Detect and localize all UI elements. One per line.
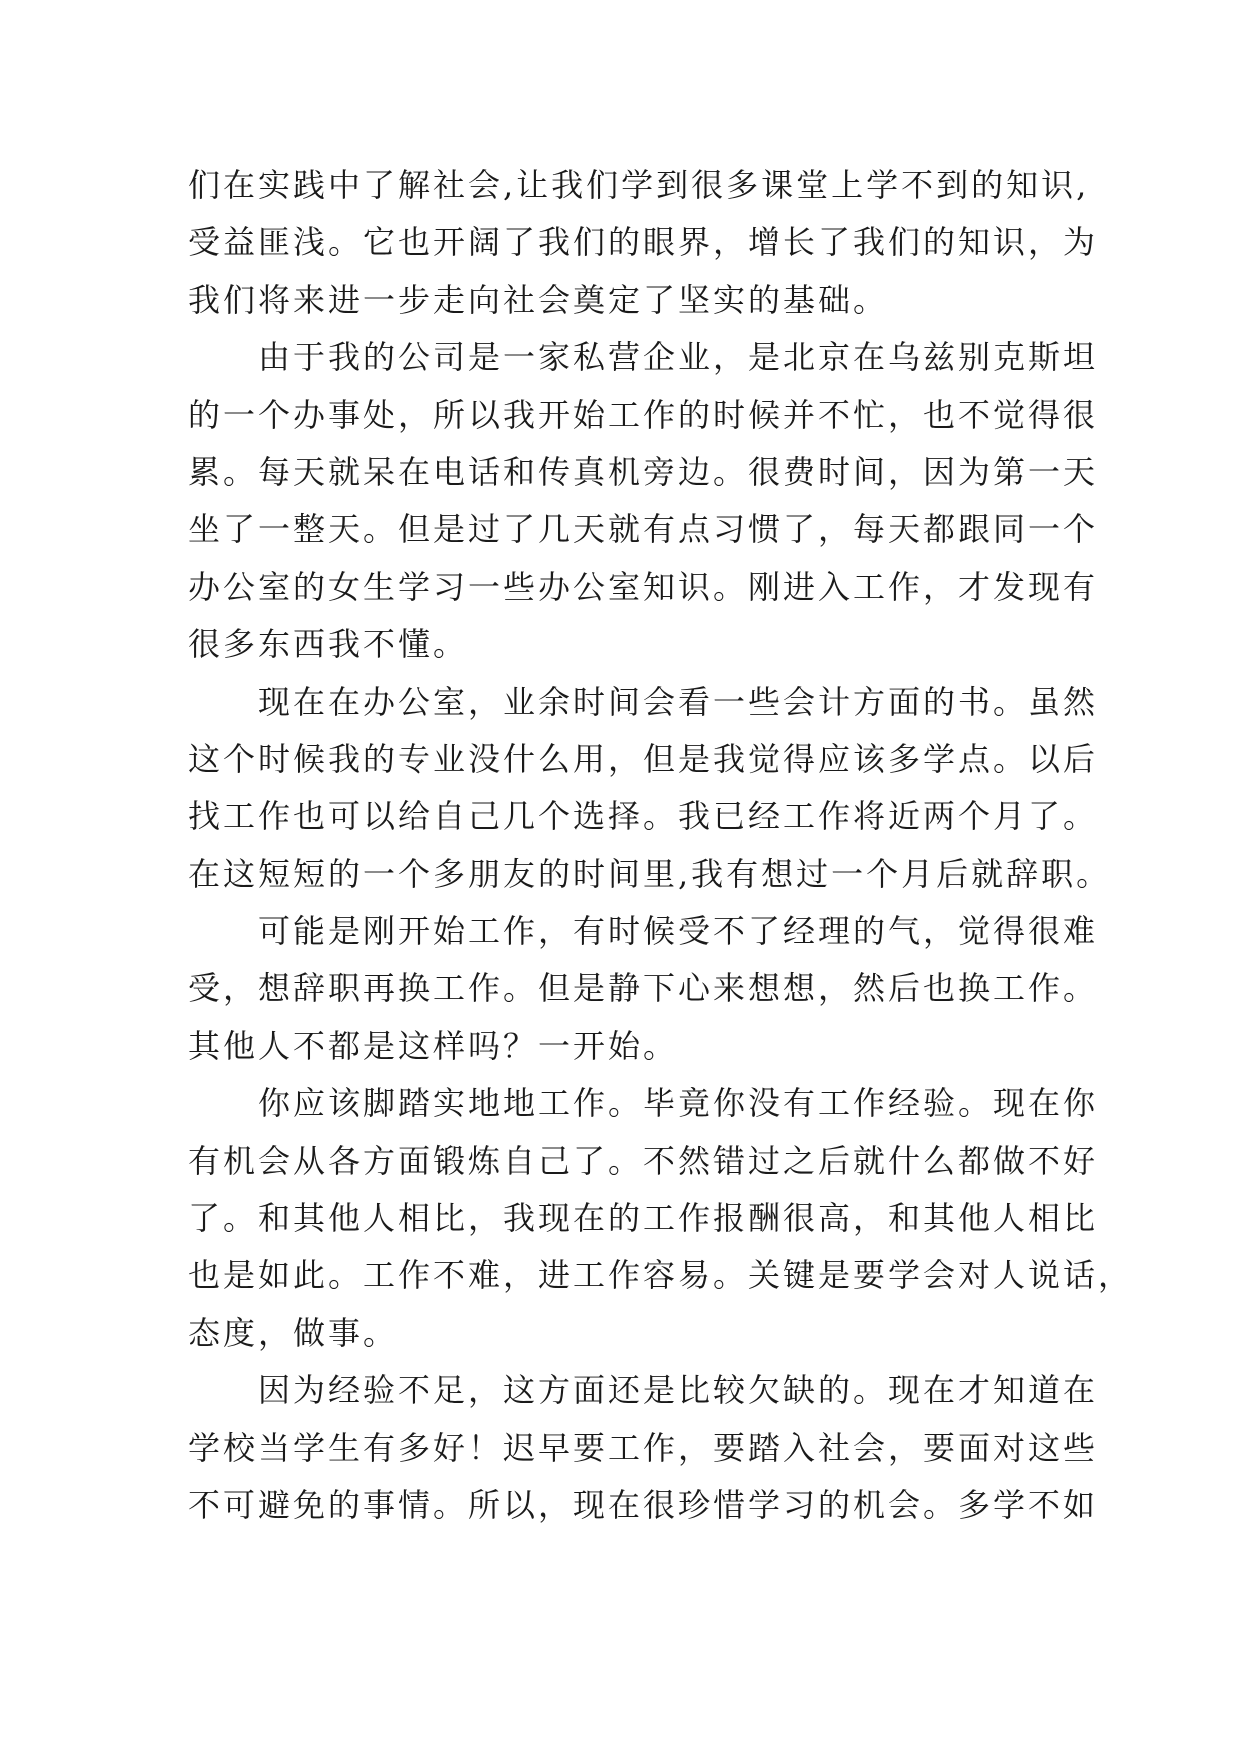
text-line: 累。每天就呆在电话和传真机旁边。很费时间，因为第一天 xyxy=(188,452,1099,491)
text-line: 有机会从各方面锻炼自己了。不然错过之后就什么都做不好 xyxy=(188,1141,1099,1180)
text-line: 坐了一整天。但是过了几天就有点习惯了，每天都跟同一个 xyxy=(188,510,1099,549)
text-line: 受，想辞职再换工作。但是静下心来想想，然后也换工作。 xyxy=(188,969,1099,1008)
text-line: 在这短短的一个多朋友的时间里,我有想过一个月后就辞职。 xyxy=(188,854,1112,893)
text-line: 你应该脚踏实地地工作。毕竟你没有工作经验。现在你 xyxy=(188,1084,1099,1123)
text-line: 很多东西我不懂。 xyxy=(188,625,469,664)
text-line: 现在在办公室，业余时间会看一些会计方面的书。虽然 xyxy=(188,682,1099,721)
text-line: 了。和其他人相比，我现在的工作报酬很高，和其他人相比 xyxy=(188,1199,1099,1238)
text-line: 这个时候我的专业没什么用，但是我觉得应该多学点。以后 xyxy=(188,739,1099,778)
text-line: 找工作也可以给自己几个选择。我已经工作将近两个月了。 xyxy=(188,797,1099,836)
text-line: 们在实践中了解社会,让我们学到很多课堂上学不到的知识, xyxy=(188,166,1090,204)
text-line: 因为经验不足，这方面还是比较欠缺的。现在才知道在 xyxy=(188,1371,1099,1410)
text-line: 也是如此。工作不难，进工作容易。关键是要学会对人说话， xyxy=(188,1256,1134,1295)
text-line: 可能是刚开始工作，有时候受不了经理的气，觉得很难 xyxy=(188,912,1099,951)
document-text xyxy=(188,157,1134,1534)
text-line: 受益匪浅。它也开阔了我们的眼界，增长了我们的知识，为 xyxy=(188,223,1099,262)
text-line: 态度，做事。 xyxy=(188,1313,399,1352)
text-line: 我们将来进一步走向社会奠定了坚实的基础。 xyxy=(188,280,889,319)
text-line: 学校当学生有多好！迟早要工作，要踏入社会，要面对这些 xyxy=(188,1428,1099,1467)
text-line: 办公室的女生学习一些办公室知识。刚进入工作，才发现有 xyxy=(188,567,1099,606)
text-line: 由于我的公司是一家私营企业，是北京在乌兹别克斯坦 xyxy=(188,338,1099,377)
text-line: 的一个办事处，所以我开始工作的时候并不忙，也不觉得很 xyxy=(188,395,1099,434)
text-line: 不可避免的事情。所以，现在很珍惜学习的机会。多学不如 xyxy=(188,1485,1099,1524)
text-line: 其他人不都是这样吗？一开始。 xyxy=(188,1026,679,1065)
